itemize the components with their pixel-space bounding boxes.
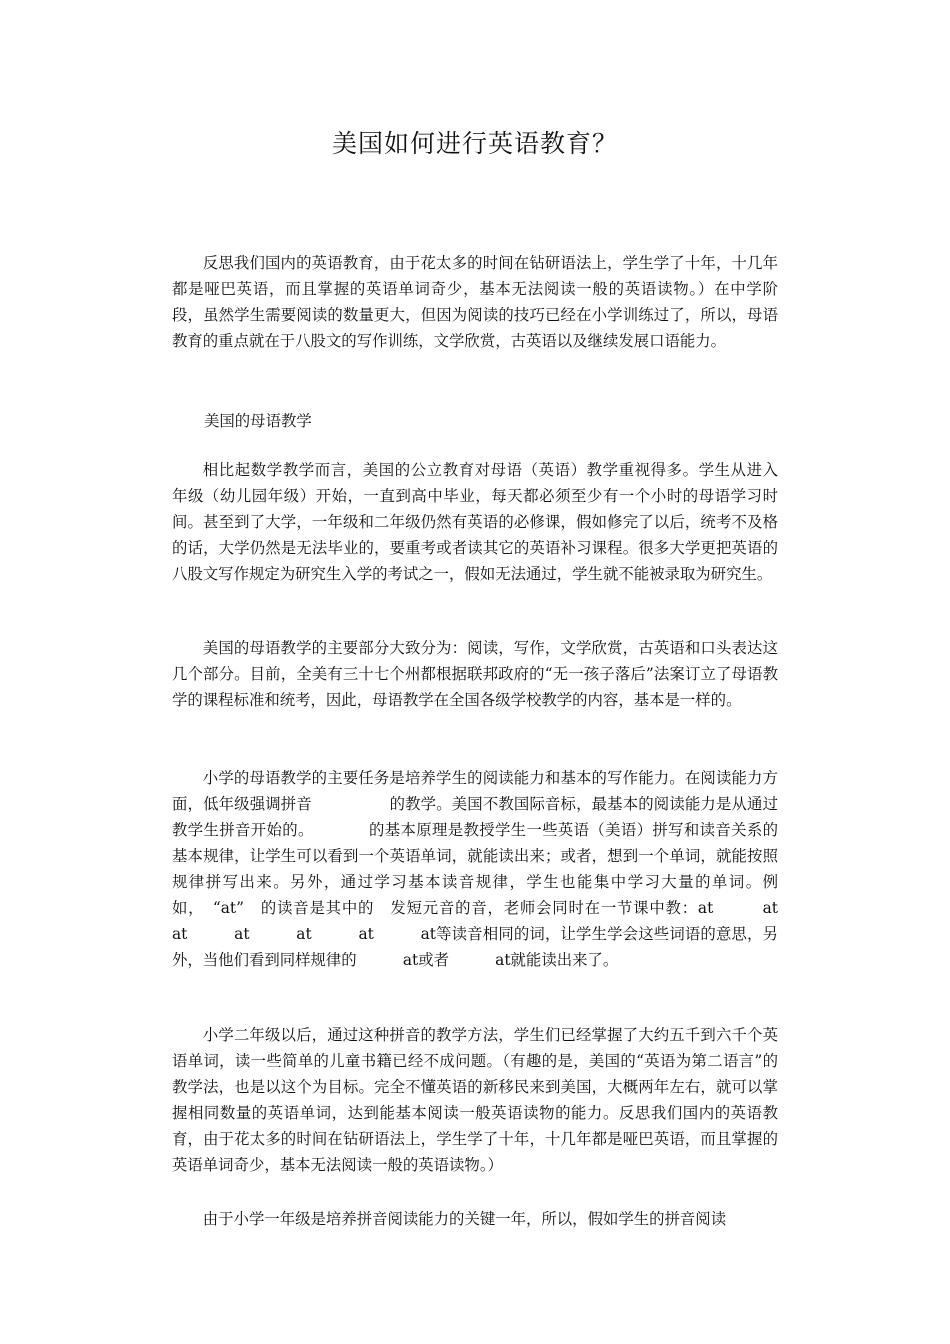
document-title: 美国如何进行英语教育？ (331, 129, 618, 158)
paragraph-phonics: 小学的母语教学的主要任务是培养学生的阅读能力和基本的写作能力。在阅读能力方面，低年级强调拼音 的教学。美国不教国际音标，最基本的阅读能力是从通过教学生拼音开始的。 的基本原理是教授学生一些英语（美语）拼写和读音关系的基本规律，让学生可以看到一个英语单词，就能读出来；或者，想到一个单词，就能按照规律拼写出来。另外，通过学习基本读音规律，学生也能集中学习大量的单词。例如， “at” 的读音是其中的 发短元音的音，老师会同时在一节课中教：at at at at at at at等读音相同的词，让学生学会这些词语的意思，另外，当他们看到同样规律的 at或者 at就能读出来了。 (172, 769, 825, 969)
section-heading-mother-tongue: 美国的母语教学 (204, 412, 312, 430)
paragraph-first-grade: 由于小学一年级是培养拼音阅读能力的关键一年，所以，假如学生的拼音阅读 (202, 1210, 727, 1228)
paragraph-reflection: 反思我们国内的英语教育，由于花太多的时间在钻研语法上，学生学了十年，十几年都是哑巴英语，而且掌握的英语单词奇少，基本无法阅读一般的英语读物。）在中学阶段，虽然学生需要阅读的数量更大，但因为阅读的技巧已经在小学训练过了，所以，母语教育的重点就在于八股文的写作训练，文学欣赏，古英语以及继续发展口语能力。 (172, 254, 778, 350)
paragraph-components: 美国的母语教学的主要部分大致分为：阅读，写作，文学欣赏，古英语和口头表达这几个部分。目前，全美有三十七个州都根据联邦政府的“无一孩子落后”法案订立了母语教学的课程标准和统考，因此，母语教学在全国各级学校教学的内容，基本是一样的。 (172, 639, 778, 709)
paragraph-emphasis: 相比起数学教学而言，美国的公立教育对母语（英语）教学重视得多。学生从进入 年级（幼儿园年级）开始，一直到高中毕业，每天都必须至少有一个小时的母语学习时间。甚至到了大学，一年级和二年级仍然有英语的必修课，假如修完了以后，统考不及格的话，大学仍然是无法毕业的，要重考或者读其它的英语补习课程。很多大学更把英语的八股文写作规定为研究生入学的考试之一，假如无法通过，学生就不能被录取为研究生。 (172, 461, 794, 583)
paragraph-second-grade: 小学二年级以后，通过这种拼音的教学方法，学生们已经掌握了大约五千到六千个英语单词，读一些简单的儿童书籍已经不成问题。（有趣的是，美国的“英语为第二语言”的教学法，也是以这个为目标。完全不懂英语的新移民来到美国，大概两年左右，就可以掌握相同数量的英语单词，达到能基本阅读一般英语读物的能力。反思我们国内的英语教育，由于花太多的时间在钻研语法上，学生学了十年，十几年都是哑巴英语，而且掌握的英语单词奇少，基本无法阅读一般的英语读物。） (172, 1026, 778, 1174)
